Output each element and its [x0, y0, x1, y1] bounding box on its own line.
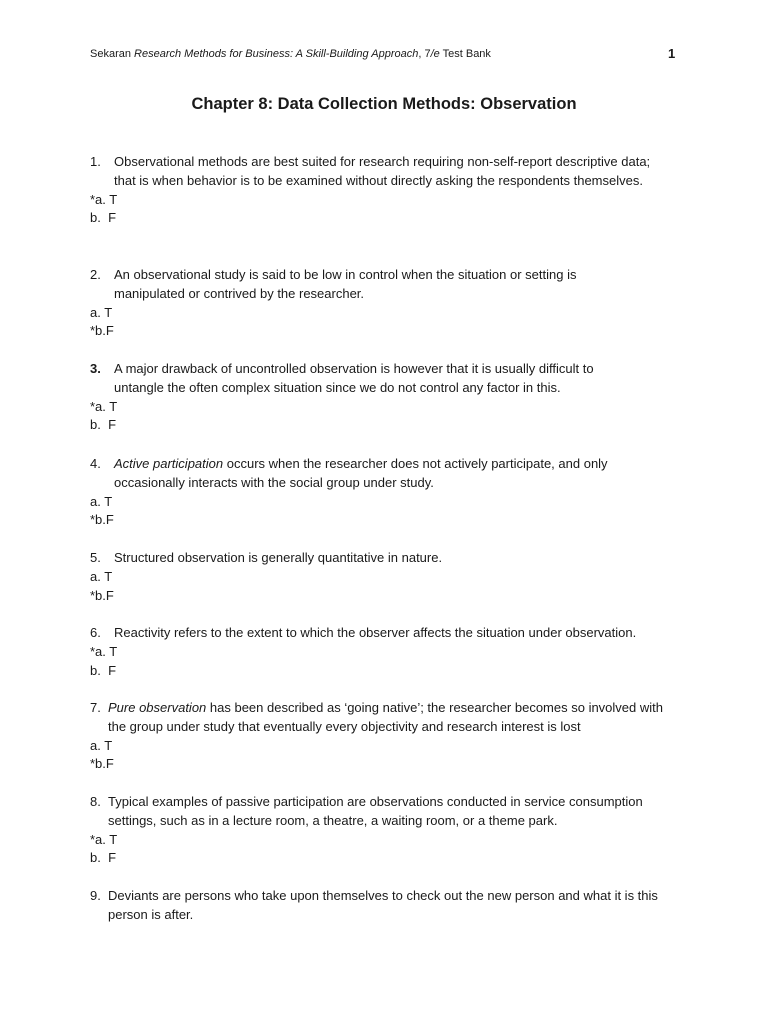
question-stem	[90, 455, 650, 493]
option-b: b. F	[90, 210, 117, 226]
question-number: 4.	[90, 456, 101, 471]
question-5	[90, 549, 690, 605]
question-text: An observational study is said to be low in control when the situation or setting is manipulated or contrived by the researcher.	[114, 267, 577, 301]
question-text: Deviants are persons who take upon themselves to check out the new person and what it is this person is after.	[108, 888, 658, 922]
running-header	[90, 47, 690, 61]
question-number: 1.	[90, 154, 101, 169]
question-number: 6.	[90, 625, 101, 640]
option-b: *b.F	[90, 587, 114, 603]
option-a: a. T	[90, 493, 113, 509]
question-2	[90, 266, 600, 341]
option-b: b. F	[90, 417, 117, 433]
question-8	[90, 793, 690, 868]
question-text: Reactivity refers to the extent to which the observer affects the situation under observation.	[114, 625, 637, 640]
option-a: a. T	[90, 304, 113, 320]
option-b: *b.F	[90, 756, 114, 772]
header-edition-suffix: /e	[430, 48, 440, 60]
option-a: a. T	[90, 568, 113, 584]
option-b: b. F	[90, 850, 117, 866]
question-text: Typical examples of passive participation are observations conducted in service consumption settings, such as in a lecture room, a theatre, a waiting room, or a theme park.	[108, 794, 643, 828]
option-a: a. T	[90, 737, 113, 753]
question-text: has been described as ‘going native’; the researcher becomes so involved with the group under study that eventually every objectivity and research interest is lost	[108, 700, 663, 734]
option-a: *a. T	[90, 398, 118, 414]
header-book-title: Research Methods for Business: A Skill-Building Approach	[134, 48, 419, 60]
question-1	[90, 153, 668, 228]
question-stem	[90, 699, 680, 737]
question-number: 3.	[90, 361, 101, 376]
question-text: Observational methods are best suited for research requiring non-self-report descriptive data; that is when behavior is to be examined without directly asking the respondents themselves.	[114, 154, 651, 188]
question-stem	[90, 266, 600, 304]
question-number: 8.	[90, 794, 101, 809]
question-stem	[90, 793, 690, 831]
question-3	[90, 360, 640, 435]
question-text: Structured observation is generally quantitative in nature.	[114, 550, 443, 565]
question-number: 2.	[90, 267, 101, 282]
question-number: 9.	[90, 888, 101, 903]
option-b: *b.F	[90, 323, 114, 339]
page-number: 1	[668, 46, 676, 61]
question-number: 5.	[90, 550, 101, 565]
question-stem	[90, 887, 680, 925]
header-edition: , 7	[418, 48, 431, 60]
question-7	[90, 699, 680, 774]
question-text: A major drawback of uncontrolled observation is however that it is usually difficult to untangle the often complex situation since we do not control any factor in this.	[114, 361, 594, 395]
chapter-title: Chapter 8: Data Collection Methods: Observation	[191, 95, 577, 113]
question-stem	[90, 360, 640, 398]
option-a: *a. T	[90, 191, 118, 207]
question-text: occurs when the researcher does not actively participate, and only occasionally interacts with the social group under study.	[114, 456, 608, 490]
question-9	[90, 887, 680, 925]
question-stem	[90, 624, 710, 643]
question-italic-term: Pure observation	[108, 700, 207, 715]
question-number: 7.	[90, 700, 101, 715]
question-italic-term: Active participation	[114, 456, 224, 471]
question-stem	[90, 549, 690, 568]
option-b: b. F	[90, 662, 117, 678]
option-a: *a. T	[90, 831, 118, 847]
option-b: *b.F	[90, 512, 114, 528]
question-4	[90, 455, 650, 530]
question-6	[90, 624, 710, 680]
header-prefix: Sekaran	[90, 48, 135, 60]
option-a: *a. T	[90, 643, 118, 659]
question-stem	[90, 153, 668, 191]
header-suffix: Test Bank	[439, 48, 491, 60]
